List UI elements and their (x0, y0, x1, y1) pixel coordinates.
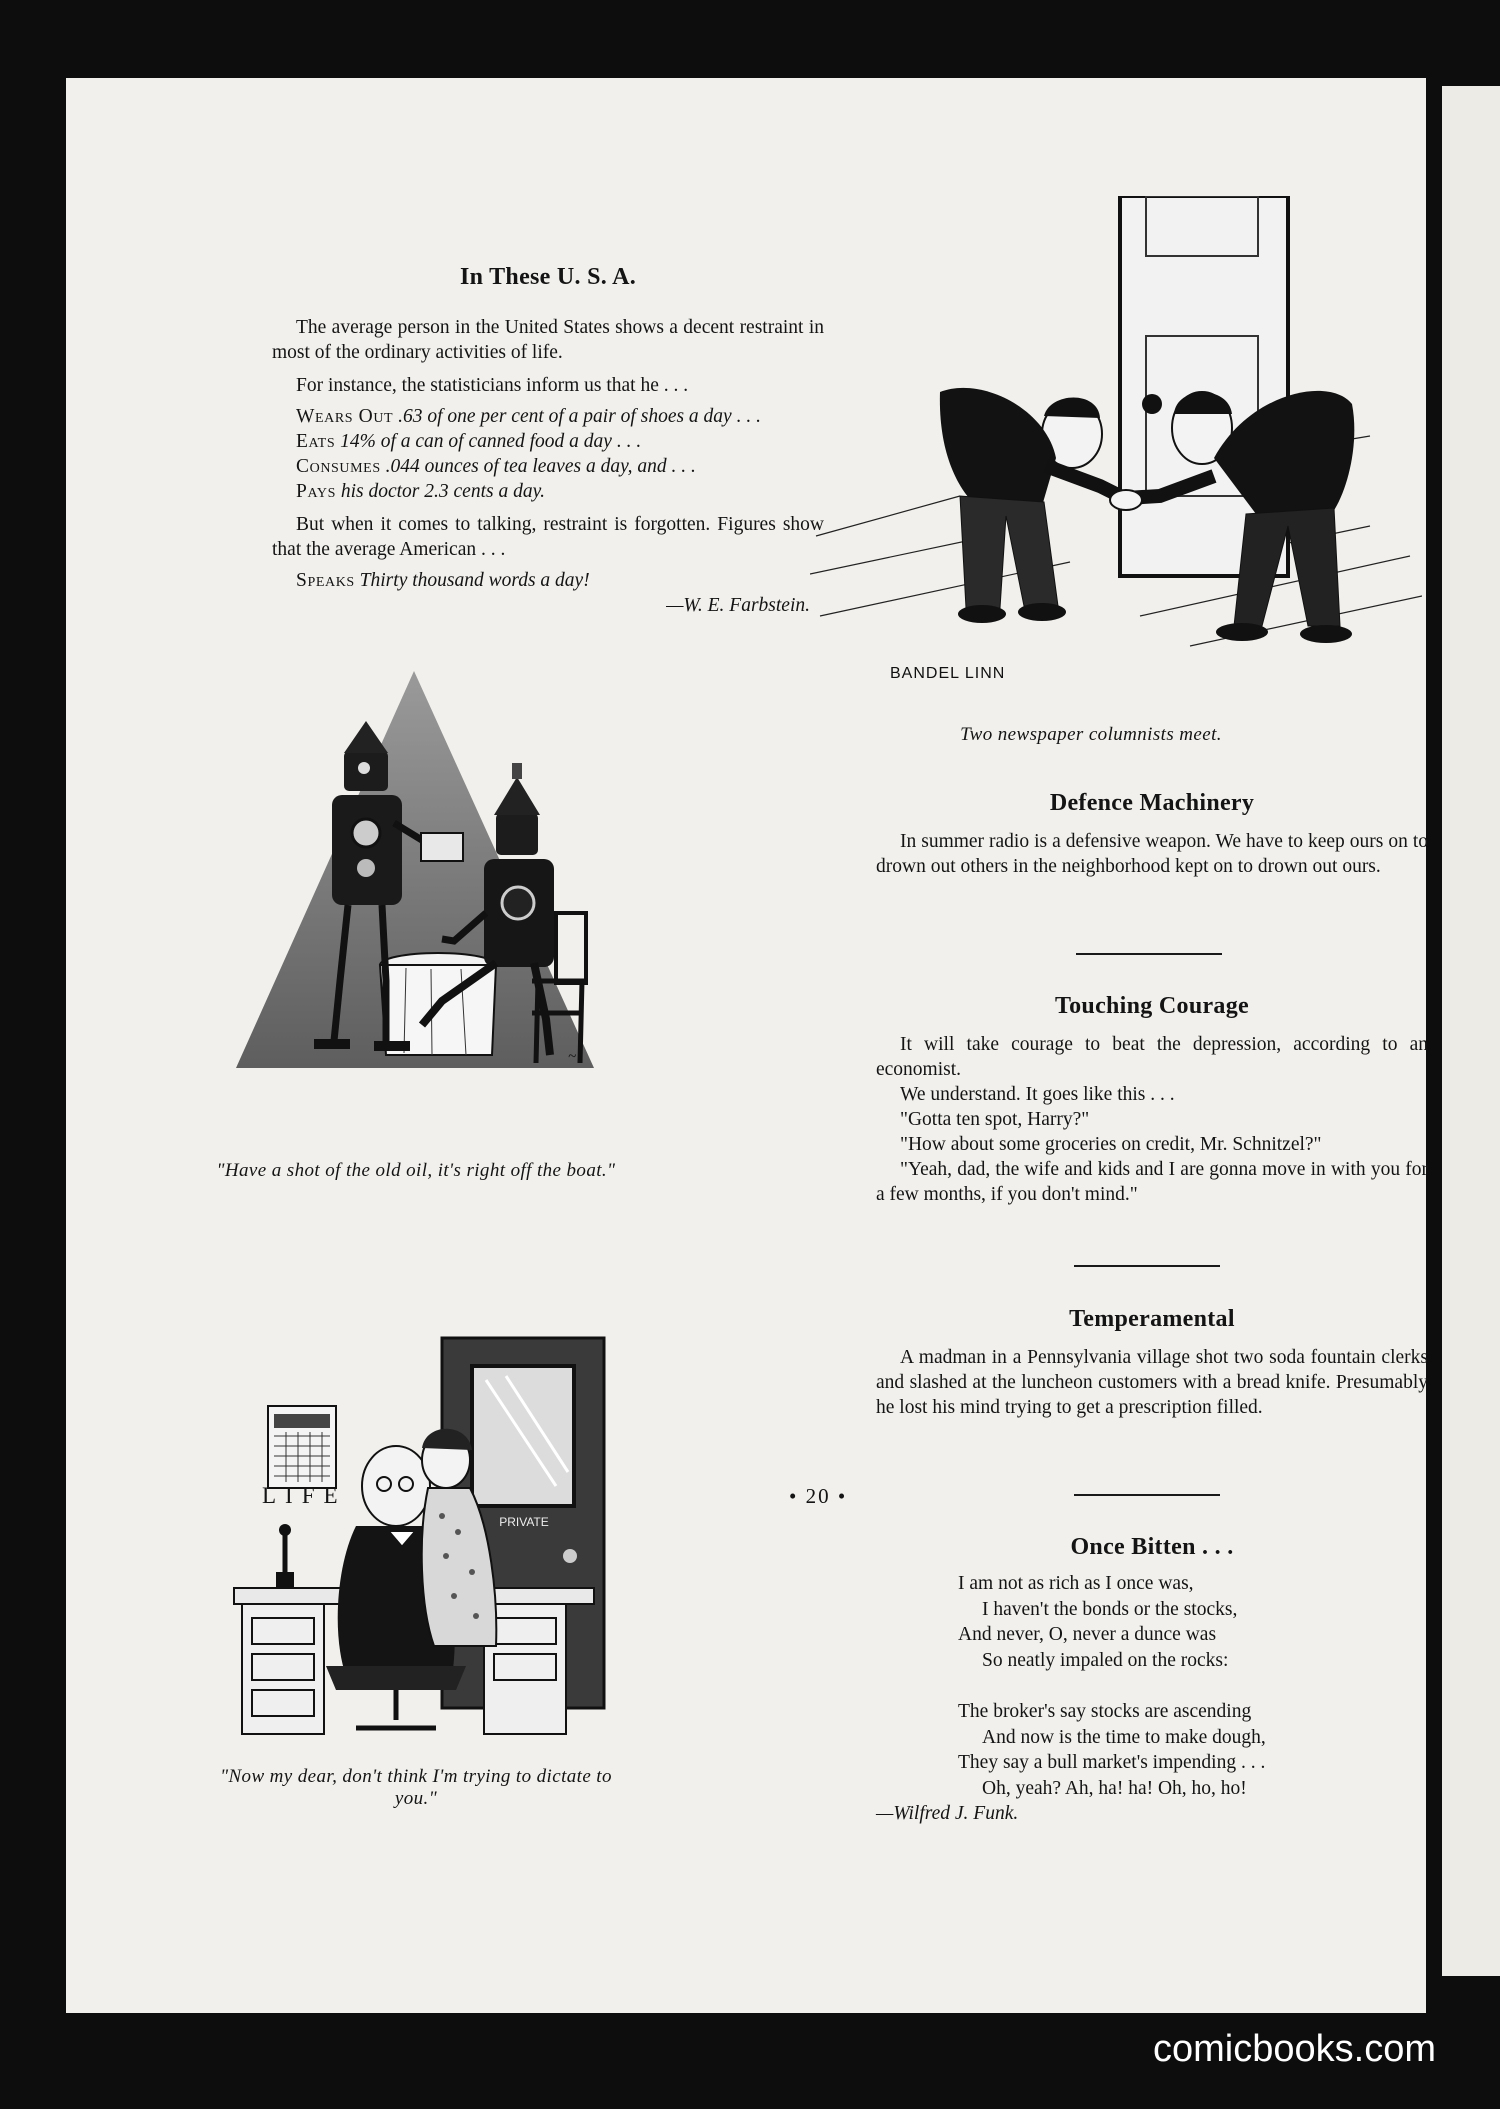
office-cartoon (206, 1336, 614, 1740)
courage-line: "Gotta ten spot, Harry?" (900, 1109, 1090, 1130)
magazine-page (66, 78, 1426, 2013)
columnists-cartoon (810, 196, 1422, 696)
section-divider (1074, 1265, 1220, 1267)
fact-line (272, 568, 824, 593)
svg-text:~: ~ (568, 1049, 577, 1065)
fact-line (272, 479, 824, 504)
adjacent-page-edge (1442, 86, 1500, 1976)
article-lead: For instance, the statisticians inform us that he . . . (296, 375, 689, 396)
poem-line: So neatly impaled on the rocks: (982, 1649, 1229, 1671)
magazine-name: LIFE (262, 1483, 347, 1508)
fact-verb: Consumes (296, 456, 381, 477)
article-intro: The average person in the United States shows a decent restraint in most of the ordinary activities of life. (272, 317, 824, 363)
fact-line (272, 429, 824, 454)
watermark: comicbooks.com (1153, 2028, 1436, 2070)
article-turn: But when it comes to talking, restraint is forgotten. Figures show that the average American . . . (272, 514, 824, 560)
defence-title: Defence Machinery (1049, 790, 1255, 816)
page-number: • 20 • (789, 1484, 848, 1508)
robots-caption: "Have a shot of the old oil, it's right off the boat." (216, 1160, 616, 1181)
poem-line: Oh, yeah? Ah, ha! ha! Oh, ho, ho! (982, 1777, 1247, 1799)
final-text: Thirty thousand words a day! (359, 570, 590, 591)
courage-line: "Yeah, dad, the wife and kids and I are gonna move in with you for a few months, if you don't mind." (876, 1159, 1428, 1205)
office-illustration (206, 1336, 614, 1740)
poem-line: And never, O, never a dunce was (958, 1624, 1217, 1645)
article-defence (876, 790, 1428, 879)
temperamental-title: Temperamental (1069, 1306, 1235, 1332)
courage-line: We understand. It goes like this . . . (900, 1084, 1175, 1105)
poem-line: And now is the time to make dough, (982, 1726, 1266, 1748)
section-divider (1074, 1494, 1220, 1496)
columnists-caption: Two newspaper columnists meet. (960, 724, 1222, 745)
fact-text: .044 ounces of tea leaves a day, and . . . (385, 456, 696, 477)
courage-line: It will take courage to beat the depression, according to an economist. (876, 1034, 1428, 1080)
fact-text: 14% of a can of canned food a day . . . (340, 431, 642, 452)
artist-signature: BANDEL LINN (890, 665, 1006, 682)
article-byline: —W. E. Farbstein. (666, 595, 810, 616)
poem-line: They say a bull market's impending . . . (958, 1752, 1266, 1773)
final-verb: Speaks (296, 570, 355, 591)
article-temperamental (876, 1306, 1428, 1420)
poem-byline: —Wilfred J. Funk. (876, 1803, 1019, 1824)
fact-text: his doctor 2.3 cents a day. (340, 481, 546, 502)
poem-once-bitten (876, 1534, 1428, 1827)
office-caption: "Now my dear, don't think I'm trying to dictate to you." (220, 1766, 612, 1809)
defence-body: In summer radio is a defensive weapon. We have to keep ours on to drown out others in the neighborhood kept on to drown out ours. (876, 831, 1428, 877)
article-in-these-usa (272, 264, 824, 618)
section-divider (1076, 953, 1222, 955)
fact-text: .63 of one per cent of a pair of shoes a day . . . (398, 406, 761, 427)
columnists-illustration (810, 196, 1422, 696)
door-sign: PRIVATE (499, 1515, 549, 1529)
temperamental-body: A madman in a Pennsylvania village shot two soda fountain clerks and slashed at the luncheon customers with a bread knife. Presumably he lost his mind trying to get a prescription filled. (876, 1347, 1428, 1418)
fact-verb: Eats (296, 431, 336, 452)
fact-verb: Wears Out (296, 406, 394, 427)
robots-illustration (216, 663, 616, 1093)
robots-cartoon (216, 663, 616, 1093)
courage-line: "How about some groceries on credit, Mr. Schnitzel?" (900, 1134, 1322, 1155)
article-courage (876, 993, 1428, 1207)
poem-line: I haven't the bonds or the stocks, (982, 1598, 1238, 1620)
article-title: In These U. S. A. (459, 264, 637, 290)
poem-line: I am not as rich as I once was, (958, 1573, 1194, 1594)
fact-verb: Pays (296, 481, 336, 502)
fact-line (272, 454, 824, 479)
fact-line (272, 404, 824, 429)
poem-line: The broker's say stocks are ascending (958, 1701, 1252, 1722)
poem-title: Once Bitten . . . (1070, 1534, 1234, 1560)
courage-title: Touching Courage (1055, 993, 1249, 1019)
